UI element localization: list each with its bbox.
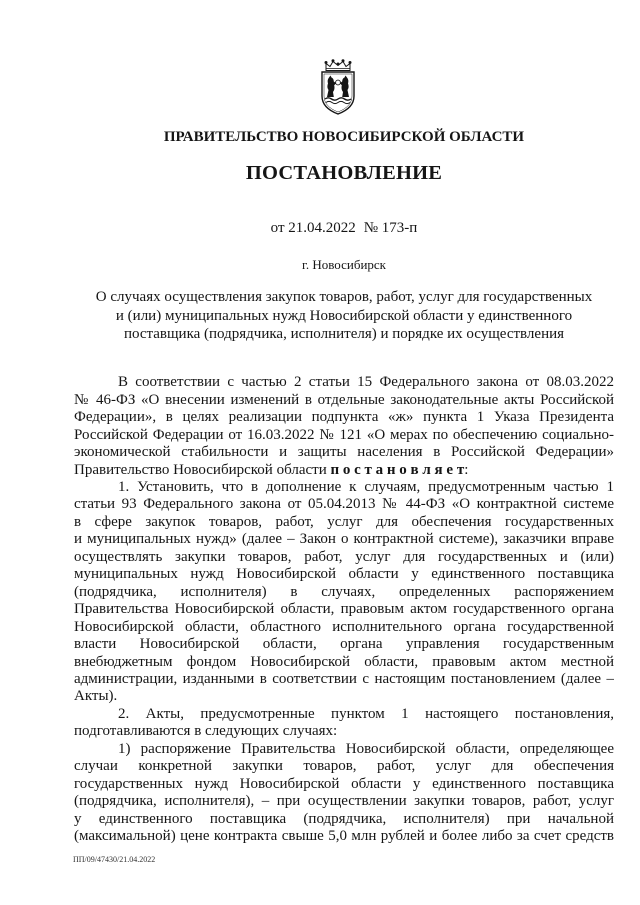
coat-of-arms-icon [316,59,360,115]
city-name: г. Новосибирск [301,257,386,272]
shield-shape [322,72,354,114]
text-line: администрации, изданными в соответствии с настоящим постановлением (далее – [74,671,614,687]
subparagraph-1 [74,741,614,846]
document-date: от 21.04.2022 [270,220,356,236]
text-line: муниципальных нужд Новосибирской области у единственного поставщика [74,566,614,583]
text-line: государственных нужд Новосибирской области у единственного поставщика [74,775,614,792]
text-line: экономической стабильности и защиты населения в Российской Федерации» [74,444,614,461]
text-line: осуществлять закупки товаров, работ, услуг для государственных и (или) [74,548,614,565]
paragraph-item-2 [74,706,614,741]
date-number-line [74,219,614,237]
resolution-lead: Правительство Новосибирской области [74,461,327,478]
text-line: № 46-ФЗ «О внесении изменений в отдельные законодательные акты Российской [74,391,614,408]
text-line: Правительства Новосибирской области, правовым актом государственного органа [74,601,614,618]
text-line: Новосибирской области, областного исполнительного органа государственной [74,618,614,635]
text-line: власти Новосибирской области, органа управления государственным [74,636,614,653]
paragraph-preamble [74,374,614,479]
document-code: ПП/09/47430/21.04.2022 [73,855,156,864]
text-line: и муниципальных нужд» (далее – Закон о контрактной системе), заказчики вправе [74,531,614,548]
document-title [74,288,614,344]
text-line: 1. Установить, что в дополнение к случаям, предусмотренным частью 1 [118,479,614,496]
crown-shape [325,60,351,71]
text-line: (подрядчика, исполнителя) в случаях, определенных распоряжением [74,583,614,600]
text-line: 1) распоряжение Правительства Новосибирской области, определяющее [118,740,614,757]
text-line: (подрядчика, исполнителя), – при осуществлении закупки товаров, работ, услуг [74,793,614,810]
text-line: статьи 93 Федерального закона от 05.04.2013 № 44-ФЗ «О контрактной системе [74,496,614,513]
text-line: подготавливаются в следующих случаях: [74,723,338,740]
document-type: ПОСТАНОВЛЕНИЕ [245,162,443,184]
text-line [74,462,614,479]
resolution-suffix: : [464,461,469,478]
text-line: внебюджетным фондом Новосибирской области, правовым актом местной [74,653,614,670]
organization-name: ПРАВИТЕЛЬСТВО НОВОСИБИРСКОЙ ОБЛАСТИ [163,129,525,145]
title-line: О случаях осуществления закупок товаров, работ, услуг для государственных [95,289,593,305]
title-line: и (или) муниципальных нужд Новосибирской области у единственного [115,307,573,324]
text-line: Федерации», в целях реализации подпункта «ж» пункта 1 Указа Президента [74,409,614,426]
title-line: поставщика (подрядчика, исполнителя) и порядке их осуществления [123,326,565,342]
paragraph-item-1 [74,479,614,706]
document-body [74,374,614,845]
text-line: в сфере закупок товаров, работ, услуг для обеспечения государственных [74,513,614,530]
text-line: 2. Акты, предусмотренные пунктом 1 настоящего постановления, [118,705,614,722]
text-line: Акты). [74,688,118,705]
document-number: № 173-п [363,220,418,236]
resolution-verb: п о с т а н о в л я е т [330,461,465,478]
text-line: (максимальной) цене контракта свыше 5,0 млн рублей и более либо за счет средств [74,828,614,845]
text-line: у единственного поставщика (подрядчика, исполнителя) при начальной [74,810,614,827]
held-object-shape [336,80,341,85]
text-line: Российской Федерации от 16.03.2022 № 121 «О мерах по обеспечению социально- [74,426,614,443]
text-line: случаи конкретной закупки товаров, работ, услуг для обеспечения [74,758,614,775]
text-line: В соответствии с частью 2 статьи 15 Федерального закона от 08.03.2022 [118,374,614,391]
